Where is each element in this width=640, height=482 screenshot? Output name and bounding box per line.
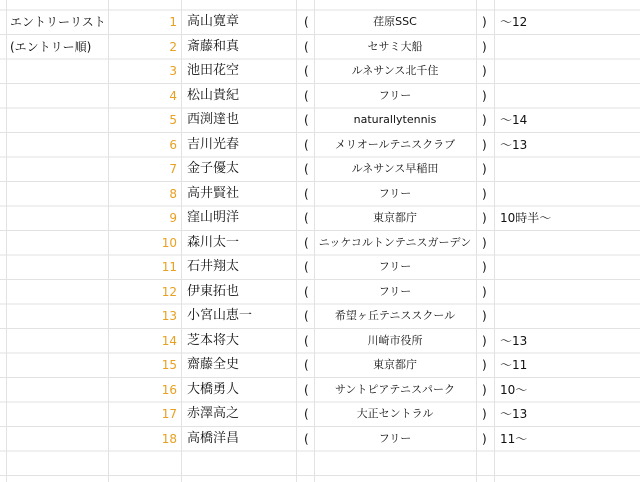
club-name-cell[interactable]: メリオールテニスクラブ [334,137,456,151]
table-row [0,133,640,158]
time-note-cell[interactable]: 〜14 [500,113,528,127]
open-paren-cell[interactable]: ( [304,88,309,103]
close-paren-cell[interactable]: ) [482,39,487,54]
club-name-cell[interactable]: 希望ヶ丘テニススクール [334,309,456,322]
club-name-cell[interactable]: フリー [378,260,412,273]
entry-number-cell[interactable]: 13 [161,309,177,323]
player-name-cell[interactable]: 石井翔太 [187,259,240,274]
close-paren-cell[interactable]: ) [482,358,487,372]
open-paren-cell[interactable]: ( [304,39,309,54]
close-paren-cell[interactable]: ) [482,235,487,250]
open-paren-cell[interactable]: ( [304,284,309,299]
time-note-cell[interactable]: 〜12 [500,15,528,29]
time-note-cell[interactable]: 11〜 [500,431,528,446]
time-note-cell[interactable] [500,231,630,256]
player-name-cell[interactable]: 森川太一 [187,234,240,250]
table-row [0,35,640,60]
player-name-cell[interactable]: 齋藤全史 [187,357,240,372]
club-name-cell[interactable]: ルネサンス早稲田 [351,162,439,175]
close-paren-cell[interactable]: ) [482,137,487,152]
time-note-cell[interactable]: 〜13 [500,407,528,421]
player-name-cell[interactable]: 斎藤和真 [187,38,240,54]
player-name-cell[interactable]: 高橋洋昌 [187,430,240,446]
table-row [0,59,640,84]
close-paren-cell[interactable]: ) [482,88,487,103]
club-name-cell[interactable]: 川崎市役所 [367,333,423,347]
table-row [0,378,640,403]
club-name-cell[interactable]: ルネサンス北千住 [351,64,439,77]
club-name-cell[interactable]: セサミ大船 [367,39,423,53]
club-name-cell[interactable]: フリー [378,431,412,445]
open-paren-cell[interactable]: ( [304,260,309,274]
open-paren-cell[interactable]: ( [304,137,309,152]
entry-number-cell[interactable]: 10 [161,235,177,250]
table-row [0,304,640,329]
close-paren-cell[interactable]: ) [482,15,487,29]
entry-number-cell[interactable]: 6 [169,137,177,152]
close-paren-cell[interactable]: ) [482,407,487,421]
entry-number-cell[interactable]: 17 [161,407,177,421]
player-name-cell[interactable]: 池田花空 [187,63,240,78]
table-row [0,255,640,280]
player-name-cell[interactable]: 伊東拓也 [187,283,240,299]
entry-list-rows [0,10,640,451]
club-name-cell[interactable]: 荏原SSC [373,15,417,28]
table-row [0,182,640,207]
entry-number-cell[interactable]: 12 [161,284,177,299]
sheet-subtitle-cell[interactable]: (エントリー順) [10,39,92,54]
open-paren-cell[interactable]: ( [304,309,309,323]
close-paren-cell[interactable]: ) [482,284,487,299]
open-paren-cell[interactable]: ( [304,186,309,201]
player-name-cell[interactable]: 吉川光春 [187,136,240,152]
entry-number-cell[interactable]: 5 [169,113,177,127]
close-paren-cell[interactable]: ) [482,431,487,446]
player-name-cell[interactable]: 松山貴紀 [187,87,240,103]
player-name-cell[interactable]: 芝本将大 [187,332,240,348]
club-name-cell[interactable]: ニッケコルトンテニスガーデン [318,235,472,249]
time-note-cell[interactable] [500,304,630,329]
open-paren-cell[interactable]: ( [304,162,309,176]
entry-number-cell[interactable]: 18 [161,431,177,446]
club-name-cell[interactable]: 大正セントラル [356,407,434,420]
player-name-cell[interactable]: 高山寛章 [187,14,240,29]
entry-number-cell[interactable]: 7 [169,162,177,176]
open-paren-cell[interactable]: ( [304,431,309,446]
time-note-cell[interactable] [500,157,630,182]
entry-number-cell[interactable]: 14 [161,333,177,348]
table-row [0,231,640,256]
club-name-cell[interactable]: naturallytennis [353,113,437,126]
time-note-cell[interactable]: 〜13 [500,137,528,152]
player-name-cell[interactable]: 窪山明洋 [187,210,240,225]
entry-number-cell[interactable]: 15 [161,358,177,372]
entry-number-cell[interactable]: 11 [161,260,177,274]
open-paren-cell[interactable]: ( [304,64,309,78]
close-paren-cell[interactable]: ) [482,260,487,274]
time-note-cell[interactable] [500,59,630,84]
open-paren-cell[interactable]: ( [304,235,309,250]
time-note-cell[interactable] [500,35,630,60]
table-row [0,157,640,182]
close-paren-cell[interactable]: ) [482,162,487,176]
table-row [0,280,640,305]
close-paren-cell[interactable]: ) [482,333,487,348]
table-row [0,10,640,35]
time-note-cell[interactable]: 10時半〜 [500,211,552,225]
player-name-cell[interactable]: 大橋勇人 [187,381,240,397]
entry-number-cell[interactable]: 2 [169,39,177,54]
player-name-cell[interactable]: 赤澤高之 [187,406,240,421]
open-paren-cell[interactable]: ( [304,211,309,225]
entry-number-cell[interactable]: 9 [169,211,177,225]
club-name-cell[interactable]: フリー [378,284,412,298]
open-paren-cell[interactable]: ( [304,358,309,372]
time-note-cell[interactable]: 〜13 [500,333,528,348]
entry-number-cell[interactable]: 1 [169,15,177,29]
entry-number-cell[interactable]: 16 [161,382,177,397]
club-name-cell[interactable]: 東京都庁 [373,211,417,224]
close-paren-cell[interactable]: ) [482,211,487,225]
open-paren-cell[interactable]: ( [304,382,309,397]
time-note-cell[interactable]: 〜11 [500,358,528,372]
close-paren-cell[interactable]: ) [482,113,487,127]
close-paren-cell[interactable]: ) [482,186,487,201]
table-row [0,108,640,133]
player-name-cell[interactable]: 金子優太 [187,161,240,176]
table-row [0,206,640,231]
table-row [0,353,640,378]
open-paren-cell[interactable]: ( [304,333,309,348]
table-row [0,84,640,109]
time-note-cell[interactable] [500,182,630,207]
open-paren-cell[interactable]: ( [304,15,309,29]
table-row [0,427,640,452]
entry-number-cell[interactable]: 8 [169,186,177,201]
player-name-cell[interactable]: 小宮山恵一 [187,308,253,323]
time-note-cell[interactable] [500,84,630,109]
entry-number-cell[interactable]: 3 [169,64,177,78]
club-name-cell[interactable]: フリー [378,186,412,200]
time-note-cell[interactable] [500,255,630,280]
club-name-cell[interactable]: フリー [378,88,412,102]
time-note-cell[interactable]: 10〜 [500,382,528,397]
close-paren-cell[interactable]: ) [482,64,487,78]
close-paren-cell[interactable]: ) [482,309,487,323]
open-paren-cell[interactable]: ( [304,407,309,421]
table-row [0,329,640,354]
player-name-cell[interactable]: 高井賢社 [187,185,240,201]
club-name-cell[interactable]: 東京都庁 [373,358,417,371]
player-name-cell[interactable]: 西渕達也 [187,112,240,127]
time-note-cell[interactable] [500,280,630,305]
entry-number-cell[interactable]: 4 [169,88,177,103]
sheet-title-cell[interactable]: エントリーリスト [10,15,106,29]
club-name-cell[interactable]: サントピアテニスパーク [334,382,455,396]
table-row [0,402,640,427]
close-paren-cell[interactable]: ) [482,382,487,397]
open-paren-cell[interactable]: ( [304,113,309,127]
